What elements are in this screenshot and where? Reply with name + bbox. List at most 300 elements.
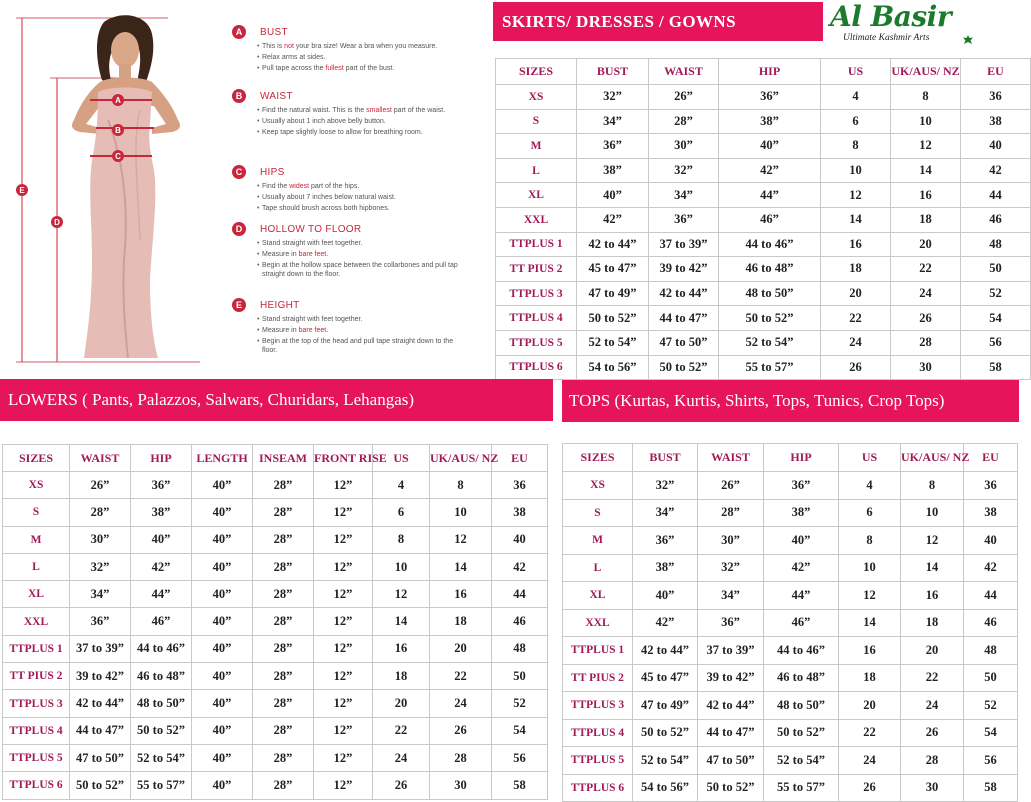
guide-tips xyxy=(232,182,462,213)
table-cell: 42 xyxy=(961,158,1031,183)
table-cell: 12” xyxy=(314,526,373,553)
table-row xyxy=(563,472,1018,500)
guide-title: HIPS xyxy=(260,166,285,178)
table-cell: 36” xyxy=(70,608,131,635)
table-cell: 36 xyxy=(492,472,548,499)
table-cell: 12 xyxy=(901,527,964,555)
table-cell: 44” xyxy=(764,582,839,610)
table-cell: 20 xyxy=(891,232,961,257)
table-cell: 50 to 52” xyxy=(633,719,698,747)
table-cell: 28” xyxy=(253,690,314,717)
table-cell: 10 xyxy=(430,499,492,526)
table-cell: 47 to 50” xyxy=(70,744,131,771)
table-cell: 36” xyxy=(649,207,719,232)
column-header: SIZES xyxy=(563,444,633,472)
size-label: XS xyxy=(563,472,633,500)
column-header: SIZES xyxy=(496,59,577,85)
size-label: TTPLUS 3 xyxy=(563,692,633,720)
tip-text: Usually about 7 inches below natural waist. xyxy=(262,194,396,201)
guide-section-bust xyxy=(232,24,462,73)
table-cell: 26 xyxy=(891,306,961,331)
tip-text: Find the natural waist. This is the xyxy=(262,107,367,114)
size-label: TTPLUS 4 xyxy=(3,717,70,744)
tip-text: Pull tape across the xyxy=(262,65,326,72)
table-cell: 28” xyxy=(253,608,314,635)
table-cell: 12” xyxy=(314,499,373,526)
table-cell: 26” xyxy=(70,472,131,499)
size-label: XXL xyxy=(3,608,70,635)
table-cell: 46 to 48” xyxy=(131,663,192,690)
table-cell: 44” xyxy=(719,183,821,208)
brand-logo xyxy=(828,0,1024,52)
table-cell: 10 xyxy=(891,109,961,134)
table-cell: 46 xyxy=(964,609,1018,637)
table-cell: 37 to 39” xyxy=(698,637,764,665)
table-cell: 39 to 42” xyxy=(698,664,764,692)
table-cell: 47 to 49” xyxy=(633,692,698,720)
table-cell: 14 xyxy=(373,608,430,635)
table-cell: 18 xyxy=(430,608,492,635)
table-cell: 37 to 39” xyxy=(649,232,719,257)
table-cell: 20 xyxy=(901,637,964,665)
table-cell: 55 to 57” xyxy=(719,355,821,380)
table-cell: 36 xyxy=(961,85,1031,110)
table-cell: 52 xyxy=(492,690,548,717)
table-cell: 50 to 52” xyxy=(698,774,764,802)
highlight-text: not xyxy=(284,43,294,50)
table-cell: 52 to 54” xyxy=(764,747,839,775)
table-cell: 26” xyxy=(698,472,764,500)
column-header: EU xyxy=(492,445,548,472)
guide-tip xyxy=(262,326,462,335)
tip-text: Find the xyxy=(262,183,290,190)
table-cell: 40” xyxy=(633,582,698,610)
table-cell: 48 to 50” xyxy=(131,690,192,717)
column-header: UK/AUS/ NZ xyxy=(430,445,492,472)
table-row xyxy=(496,158,1031,183)
tip-text: Keep tape slightly loose to allow for breathing room. xyxy=(262,129,423,136)
table-cell: 20 xyxy=(430,635,492,662)
tip-text: This is xyxy=(262,43,285,50)
table-cell: 45 to 47” xyxy=(577,257,649,282)
size-label: XXL xyxy=(563,609,633,637)
tip-text: part of the waist. xyxy=(391,107,446,114)
table-cell: 12” xyxy=(314,663,373,690)
table-cell: 40” xyxy=(192,472,253,499)
size-label: TTPLUS 5 xyxy=(496,330,577,355)
table-cell: 46” xyxy=(719,207,821,232)
table-cell: 44 xyxy=(961,183,1031,208)
table-cell: 28” xyxy=(253,472,314,499)
table-cell: 40” xyxy=(192,635,253,662)
size-label: XXL xyxy=(496,207,577,232)
size-label: L xyxy=(563,554,633,582)
highlight-text: fullest xyxy=(325,65,344,72)
table-cell: 14 xyxy=(821,207,891,232)
column-header: EU xyxy=(964,444,1018,472)
table-cell: 36” xyxy=(719,85,821,110)
table-cell: 34” xyxy=(698,582,764,610)
tip-text: . xyxy=(326,251,329,258)
guide-section-height xyxy=(232,297,462,355)
table-row xyxy=(563,664,1018,692)
size-label: XS xyxy=(496,85,577,110)
table-cell: 42 to 44” xyxy=(649,281,719,306)
marker-a xyxy=(112,94,124,106)
table-cell: 37 to 39” xyxy=(70,635,131,662)
table-cell: 40” xyxy=(192,581,253,608)
table-header-row xyxy=(496,59,1031,85)
column-header: US xyxy=(839,444,901,472)
highlight-text: bare feet xyxy=(298,251,327,258)
table-cell: 12 xyxy=(839,582,901,610)
svg-text:C: C xyxy=(115,152,121,161)
table-cell: 12” xyxy=(314,744,373,771)
table-cell: 50 to 52” xyxy=(577,306,649,331)
size-label: TT PIUS 2 xyxy=(3,663,70,690)
table-cell: 46” xyxy=(764,609,839,637)
table-cell: 56 xyxy=(961,330,1031,355)
table-cell: 52 xyxy=(964,692,1018,720)
table-row xyxy=(496,330,1031,355)
table-cell: 36” xyxy=(764,472,839,500)
table-cell: 28 xyxy=(891,330,961,355)
table-cell: 36” xyxy=(131,472,192,499)
table-cell: 52 xyxy=(961,281,1031,306)
guide-tip xyxy=(262,128,462,137)
table-cell: 46 to 48” xyxy=(719,257,821,282)
table-cell: 12” xyxy=(314,717,373,744)
tip-text: Measure in xyxy=(262,327,299,334)
table-cell: 50 xyxy=(964,664,1018,692)
table-row xyxy=(496,183,1031,208)
size-label: TTPLUS 6 xyxy=(3,772,70,799)
table-cell: 42” xyxy=(764,554,839,582)
table-cell: 56 xyxy=(492,744,548,771)
table-row xyxy=(3,772,548,799)
table-cell: 50 xyxy=(492,663,548,690)
guide-tip xyxy=(262,182,462,191)
table-row xyxy=(496,232,1031,257)
table-cell: 47 to 49” xyxy=(577,281,649,306)
table-cell: 4 xyxy=(839,472,901,500)
table-cell: 40” xyxy=(192,690,253,717)
badge-icon: B xyxy=(232,89,246,103)
table-cell: 8 xyxy=(373,526,430,553)
table-row xyxy=(563,527,1018,555)
table-cell: 28” xyxy=(70,499,131,526)
guide-tip xyxy=(262,117,462,126)
svg-text:B: B xyxy=(115,126,121,135)
column-header: HIP xyxy=(719,59,821,85)
table-cell: 32” xyxy=(577,85,649,110)
lowers-banner xyxy=(0,380,552,420)
size-label: S xyxy=(3,499,70,526)
guide-tip xyxy=(262,64,462,73)
table-cell: 30” xyxy=(698,527,764,555)
table-cell: 16 xyxy=(901,582,964,610)
table-cell: 50 to 52” xyxy=(764,719,839,747)
table-cell: 30 xyxy=(430,772,492,799)
size-label: TTPLUS 5 xyxy=(563,747,633,775)
table-row xyxy=(496,281,1031,306)
size-label: XL xyxy=(496,183,577,208)
table-cell: 28” xyxy=(253,717,314,744)
table-row xyxy=(563,719,1018,747)
table-cell: 20 xyxy=(821,281,891,306)
column-header: WAIST xyxy=(649,59,719,85)
table-cell: 10 xyxy=(821,158,891,183)
column-header: BUST xyxy=(577,59,649,85)
size-label: XL xyxy=(3,581,70,608)
table-cell: 8 xyxy=(901,472,964,500)
table-row xyxy=(3,472,548,499)
table-cell: 24 xyxy=(430,690,492,717)
table-row xyxy=(3,608,548,635)
table-cell: 32” xyxy=(649,158,719,183)
table-cell: 50 to 52” xyxy=(649,355,719,380)
table-cell: 12” xyxy=(314,553,373,580)
table-cell: 48 xyxy=(961,232,1031,257)
tip-text: Usually about 1 inch above belly button. xyxy=(262,118,386,125)
guide-section-waist xyxy=(232,88,462,137)
highlight-text: bare feet xyxy=(298,327,327,334)
table-cell: 12” xyxy=(314,635,373,662)
table-cell: 18 xyxy=(891,207,961,232)
guide-section-hollow-to-floor xyxy=(232,221,462,279)
size-label: M xyxy=(496,134,577,159)
table-cell: 38” xyxy=(577,158,649,183)
table-cell: 24 xyxy=(373,744,430,771)
table-row xyxy=(563,692,1018,720)
guide-tip xyxy=(262,193,462,202)
table-cell: 34” xyxy=(577,109,649,134)
tip-text: Relax arms at sides. xyxy=(262,54,326,61)
table-cell: 40” xyxy=(192,663,253,690)
table-row xyxy=(496,306,1031,331)
table-cell: 10 xyxy=(839,554,901,582)
column-header: UK/AUS/ NZ xyxy=(891,59,961,85)
guide-tips xyxy=(232,42,462,73)
column-header: EU xyxy=(961,59,1031,85)
tops-title: TOPS (Kurtas, Kurtis, Shirts, Tops, Tunics, Crop Tops) xyxy=(569,391,945,410)
lowers-size-table xyxy=(2,444,548,800)
table-cell: 58 xyxy=(492,772,548,799)
table-cell: 22 xyxy=(430,663,492,690)
table-cell: 40 xyxy=(961,134,1031,159)
table-cell: 39 to 42” xyxy=(649,257,719,282)
table-cell: 4 xyxy=(821,85,891,110)
table-cell: 34” xyxy=(633,499,698,527)
table-cell: 40” xyxy=(192,608,253,635)
table-cell: 42 xyxy=(964,554,1018,582)
table-cell: 26 xyxy=(821,355,891,380)
table-cell: 54 to 56” xyxy=(577,355,649,380)
table-cell: 47 to 50” xyxy=(698,747,764,775)
skirts-title: SKIRTS/ DRESSES / GOWNS xyxy=(502,11,736,31)
size-label: TTPLUS 1 xyxy=(496,232,577,257)
tops-banner xyxy=(563,381,1018,421)
table-cell: 4 xyxy=(373,472,430,499)
table-cell: 46” xyxy=(131,608,192,635)
table-cell: 26 xyxy=(430,717,492,744)
table-row xyxy=(3,717,548,744)
tip-text: Tape should brush across both hipbones. xyxy=(262,205,390,212)
tip-text: . xyxy=(326,327,329,334)
table-cell: 12” xyxy=(314,472,373,499)
table-cell: 32” xyxy=(633,472,698,500)
table-cell: 14 xyxy=(901,554,964,582)
table-cell: 28” xyxy=(253,772,314,799)
table-row xyxy=(3,663,548,690)
table-cell: 45 to 47” xyxy=(633,664,698,692)
table-cell: 40” xyxy=(192,717,253,744)
guide-tips xyxy=(232,239,462,279)
table-cell: 28” xyxy=(253,499,314,526)
size-label: TTPLUS 1 xyxy=(3,635,70,662)
size-label: L xyxy=(3,553,70,580)
lowers-title: LOWERS ( Pants, Palazzos, Salwars, Churidars, Lehangas) xyxy=(8,390,415,409)
column-header: WAIST xyxy=(698,444,764,472)
badge-icon: A xyxy=(232,25,246,39)
svg-text:E: E xyxy=(19,186,25,195)
table-cell: 12” xyxy=(314,581,373,608)
table-row xyxy=(3,499,548,526)
table-cell: 18 xyxy=(839,664,901,692)
skirts-banner xyxy=(494,3,822,40)
table-row xyxy=(563,582,1018,610)
table-cell: 28 xyxy=(430,744,492,771)
table-cell: 36” xyxy=(633,527,698,555)
table-cell: 38” xyxy=(131,499,192,526)
guide-tip xyxy=(262,204,462,213)
tip-text: Stand straight with feet together. xyxy=(262,316,363,323)
size-label: TT PIUS 2 xyxy=(496,257,577,282)
table-row xyxy=(563,774,1018,802)
table-cell: 48 xyxy=(964,637,1018,665)
table-cell: 44 to 47” xyxy=(698,719,764,747)
table-cell: 22 xyxy=(891,257,961,282)
table-cell: 28” xyxy=(649,109,719,134)
table-cell: 28” xyxy=(253,744,314,771)
table-cell: 28 xyxy=(901,747,964,775)
table-cell: 6 xyxy=(821,109,891,134)
table-header-row xyxy=(563,444,1018,472)
column-header: LENGTH xyxy=(192,445,253,472)
guide-tip xyxy=(262,261,462,279)
table-cell: 44 to 47” xyxy=(649,306,719,331)
table-cell: 56 xyxy=(964,747,1018,775)
column-header: BUST xyxy=(633,444,698,472)
size-label: TT PIUS 2 xyxy=(563,664,633,692)
table-row xyxy=(496,85,1031,110)
table-cell: 42 to 44” xyxy=(70,690,131,717)
table-cell: 28” xyxy=(253,635,314,662)
table-cell: 42” xyxy=(131,553,192,580)
table-cell: 58 xyxy=(964,774,1018,802)
guide-title: HOLLOW TO FLOOR xyxy=(260,223,362,235)
table-cell: 55 to 57” xyxy=(131,772,192,799)
table-cell: 30” xyxy=(70,526,131,553)
table-cell: 18 xyxy=(901,609,964,637)
guide-tip xyxy=(262,315,462,324)
table-cell: 38” xyxy=(719,109,821,134)
table-cell: 48 to 50” xyxy=(719,281,821,306)
table-cell: 46 to 48” xyxy=(764,664,839,692)
column-header: UK/AUS/ NZ xyxy=(901,444,964,472)
table-cell: 40” xyxy=(192,499,253,526)
tip-text: Begin at the hollow space between the collarbones and pull tap straight down to the floor. xyxy=(262,262,458,278)
table-cell: 44 xyxy=(964,582,1018,610)
column-header: US xyxy=(821,59,891,85)
table-cell: 20 xyxy=(839,692,901,720)
size-label: TTPLUS 1 xyxy=(563,637,633,665)
size-label: TTPLUS 3 xyxy=(496,281,577,306)
table-cell: 12” xyxy=(314,772,373,799)
table-cell: 50 to 52” xyxy=(719,306,821,331)
guide-tip xyxy=(262,337,462,355)
column-header: US xyxy=(373,445,430,472)
table-cell: 26 xyxy=(373,772,430,799)
size-label: XL xyxy=(563,582,633,610)
table-cell: 18 xyxy=(373,663,430,690)
table-cell: 40” xyxy=(192,526,253,553)
table-cell: 50 to 52” xyxy=(131,717,192,744)
table-cell: 52 to 54” xyxy=(719,330,821,355)
table-cell: 14 xyxy=(430,553,492,580)
marker-e xyxy=(16,184,28,196)
table-cell: 12” xyxy=(314,690,373,717)
table-cell: 48 xyxy=(492,635,548,662)
table-cell: 14 xyxy=(891,158,961,183)
table-cell: 34” xyxy=(70,581,131,608)
tip-text: part of the bust. xyxy=(343,65,395,72)
table-cell: 8 xyxy=(821,134,891,159)
size-label: S xyxy=(496,109,577,134)
table-row xyxy=(3,690,548,717)
table-cell: 50 xyxy=(961,257,1031,282)
table-row xyxy=(563,637,1018,665)
table-cell: 20 xyxy=(373,690,430,717)
table-cell: 58 xyxy=(961,355,1031,380)
table-cell: 54 to 56” xyxy=(633,774,698,802)
table-cell: 12 xyxy=(373,581,430,608)
guide-title: HEIGHT xyxy=(260,299,300,311)
guide-tips xyxy=(232,315,462,355)
table-cell: 52 to 54” xyxy=(633,747,698,775)
table-cell: 26 xyxy=(901,719,964,747)
table-cell: 28” xyxy=(698,499,764,527)
size-label: M xyxy=(3,526,70,553)
table-cell: 44 to 46” xyxy=(764,637,839,665)
table-cell: 38” xyxy=(764,499,839,527)
table-cell: 16 xyxy=(891,183,961,208)
table-cell: 47 to 50” xyxy=(649,330,719,355)
table-cell: 40” xyxy=(192,744,253,771)
table-cell: 18 xyxy=(821,257,891,282)
highlight-text: widest xyxy=(289,183,310,190)
table-cell: 52 to 54” xyxy=(577,330,649,355)
table-cell: 40” xyxy=(764,527,839,555)
logo-tagline: Ultimate Kashmir Arts xyxy=(843,33,930,43)
table-cell: 38 xyxy=(492,499,548,526)
table-row xyxy=(3,526,548,553)
table-cell: 32” xyxy=(698,554,764,582)
table-row xyxy=(496,109,1031,134)
table-cell: 54 xyxy=(492,717,548,744)
table-cell: 22 xyxy=(839,719,901,747)
table-cell: 22 xyxy=(821,306,891,331)
